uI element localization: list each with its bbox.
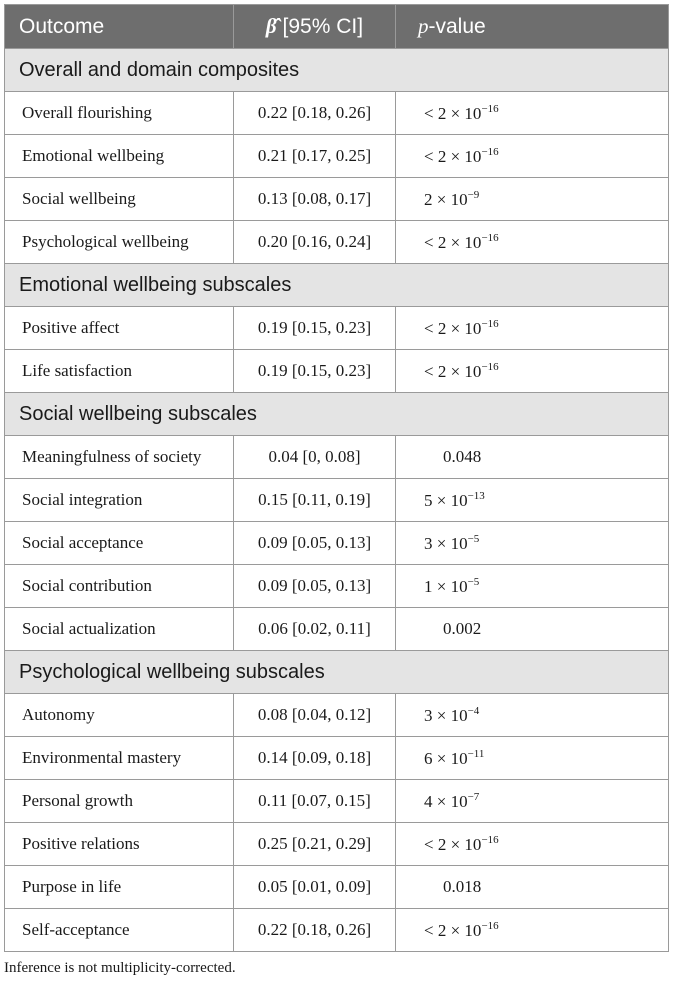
outcome-cell: Social contribution [5,565,234,608]
estimate-cell: 0.22 [0.18, 0.26] [234,92,396,135]
p-value-base: < 2 × 10 [424,920,482,940]
estimate-cell: 0.13 [0.08, 0.17] [234,178,396,221]
table-row [5,135,669,178]
table-row [5,221,669,264]
estimate-cell: 0.19 [0.15, 0.23] [234,350,396,393]
p-value-cell [396,608,669,651]
table-row [5,522,669,565]
table-row [5,178,669,221]
p-symbol: p [418,14,429,38]
estimate-cell: 0.21 [0.17, 0.25] [234,135,396,178]
p-value-exponent: −16 [481,919,499,932]
p-value-base: < 2 × 10 [424,103,482,123]
p-value-base: 4 × 10 [424,791,468,811]
p-value-exponent: −4 [467,704,480,717]
beta-hat-symbol: β̂ [265,14,277,38]
p-value-base: 2 × 10 [424,189,468,209]
outcome-cell: Meaningfulness of society [5,436,234,479]
header-outcome: Outcome [5,5,234,49]
p-value-exponent: −11 [467,747,485,760]
outcome-cell: Social integration [5,479,234,522]
results-table [4,4,669,952]
table-row [5,780,669,823]
p-value-base: 5 × 10 [424,490,468,510]
table-body [5,49,669,952]
header-estimate [234,5,396,49]
outcome-cell: Psychological wellbeing [5,221,234,264]
p-value-base: < 2 × 10 [424,146,482,166]
estimate-cell: 0.08 [0.04, 0.12] [234,694,396,737]
estimate-cell: 0.09 [0.05, 0.13] [234,522,396,565]
p-value-base: 0.002 [443,619,482,638]
p-value-base: 1 × 10 [424,576,468,596]
table-row [5,565,669,608]
p-value-exponent: −16 [481,231,499,244]
outcome-cell: Purpose in life [5,866,234,909]
p-value-base: < 2 × 10 [424,232,482,252]
estimate-cell: 0.04 [0, 0.08] [234,436,396,479]
header-p-value [396,5,669,49]
table-row [5,694,669,737]
section-header-row [5,49,669,92]
p-value-cell [396,866,669,909]
p-value-cell [396,92,669,135]
p-value-exponent: −5 [467,532,480,545]
p-value-cell [396,221,669,264]
p-value-cell [396,780,669,823]
p-value-base: < 2 × 10 [424,361,482,381]
p-value-exponent: −16 [481,102,499,115]
table-row [5,823,669,866]
p-value-base: < 2 × 10 [424,834,482,854]
table-row [5,909,669,952]
p-value-cell [396,823,669,866]
p-value-cell [396,307,669,350]
estimate-cell: 0.19 [0.15, 0.23] [234,307,396,350]
p-value-exponent: −16 [481,317,499,330]
table-row [5,866,669,909]
p-value-exponent: −5 [467,575,480,588]
p-value-base: 3 × 10 [424,705,468,725]
p-value-exponent: −16 [481,145,499,158]
estimate-cell: 0.15 [0.11, 0.19] [234,479,396,522]
p-value-cell [396,565,669,608]
table-row [5,479,669,522]
section-title: Emotional wellbeing subscales [5,264,669,307]
p-value-exponent: −13 [467,489,485,502]
header-p-suffix: -value [428,15,486,38]
p-value-cell [396,436,669,479]
outcome-cell: Overall flourishing [5,92,234,135]
table-row [5,737,669,780]
estimate-cell: 0.09 [0.05, 0.13] [234,565,396,608]
estimate-cell: 0.22 [0.18, 0.26] [234,909,396,952]
outcome-cell: Autonomy [5,694,234,737]
section-title: Psychological wellbeing subscales [5,651,669,694]
outcome-cell: Life satisfaction [5,350,234,393]
table-row [5,307,669,350]
p-value-base: < 2 × 10 [424,318,482,338]
estimate-cell: 0.06 [0.02, 0.11] [234,608,396,651]
outcome-cell: Personal growth [5,780,234,823]
p-value-cell [396,737,669,780]
p-value-exponent: −9 [467,188,480,201]
estimate-cell: 0.14 [0.09, 0.18] [234,737,396,780]
estimate-cell: 0.05 [0.01, 0.09] [234,866,396,909]
section-title: Social wellbeing subscales [5,393,669,436]
p-value-cell [396,135,669,178]
estimate-cell: 0.25 [0.21, 0.29] [234,823,396,866]
p-value-base: 0.048 [443,447,482,466]
estimate-cell: 0.20 [0.16, 0.24] [234,221,396,264]
p-value-cell [396,479,669,522]
outcome-cell: Social actualization [5,608,234,651]
outcome-cell: Social acceptance [5,522,234,565]
p-value-cell [396,909,669,952]
outcome-cell: Self-acceptance [5,909,234,952]
estimate-cell: 0.11 [0.07, 0.15] [234,780,396,823]
section-title: Overall and domain composites [5,49,669,92]
p-value-base: 3 × 10 [424,533,468,553]
section-header-row [5,393,669,436]
table-footnote: Inference is not multiplicity-corrected. [4,960,236,976]
p-value-cell [396,522,669,565]
outcome-cell: Positive relations [5,823,234,866]
table-row [5,608,669,651]
p-value-base: 0.018 [443,877,482,896]
section-header-row [5,651,669,694]
p-value-exponent: −16 [481,360,499,373]
p-value-cell [396,178,669,221]
outcome-cell: Social wellbeing [5,178,234,221]
outcome-cell: Environmental mastery [5,737,234,780]
p-value-cell [396,694,669,737]
outcome-cell: Positive affect [5,307,234,350]
table-row [5,350,669,393]
table-row [5,436,669,479]
outcome-cell: Emotional wellbeing [5,135,234,178]
p-value-base: 6 × 10 [424,748,468,768]
p-value-cell [396,350,669,393]
p-value-exponent: −7 [467,790,480,803]
section-header-row [5,264,669,307]
table-row [5,92,669,135]
p-value-exponent: −16 [481,833,499,846]
header-ci-label: [95% CI] [276,15,364,38]
table-header-row [5,5,669,49]
